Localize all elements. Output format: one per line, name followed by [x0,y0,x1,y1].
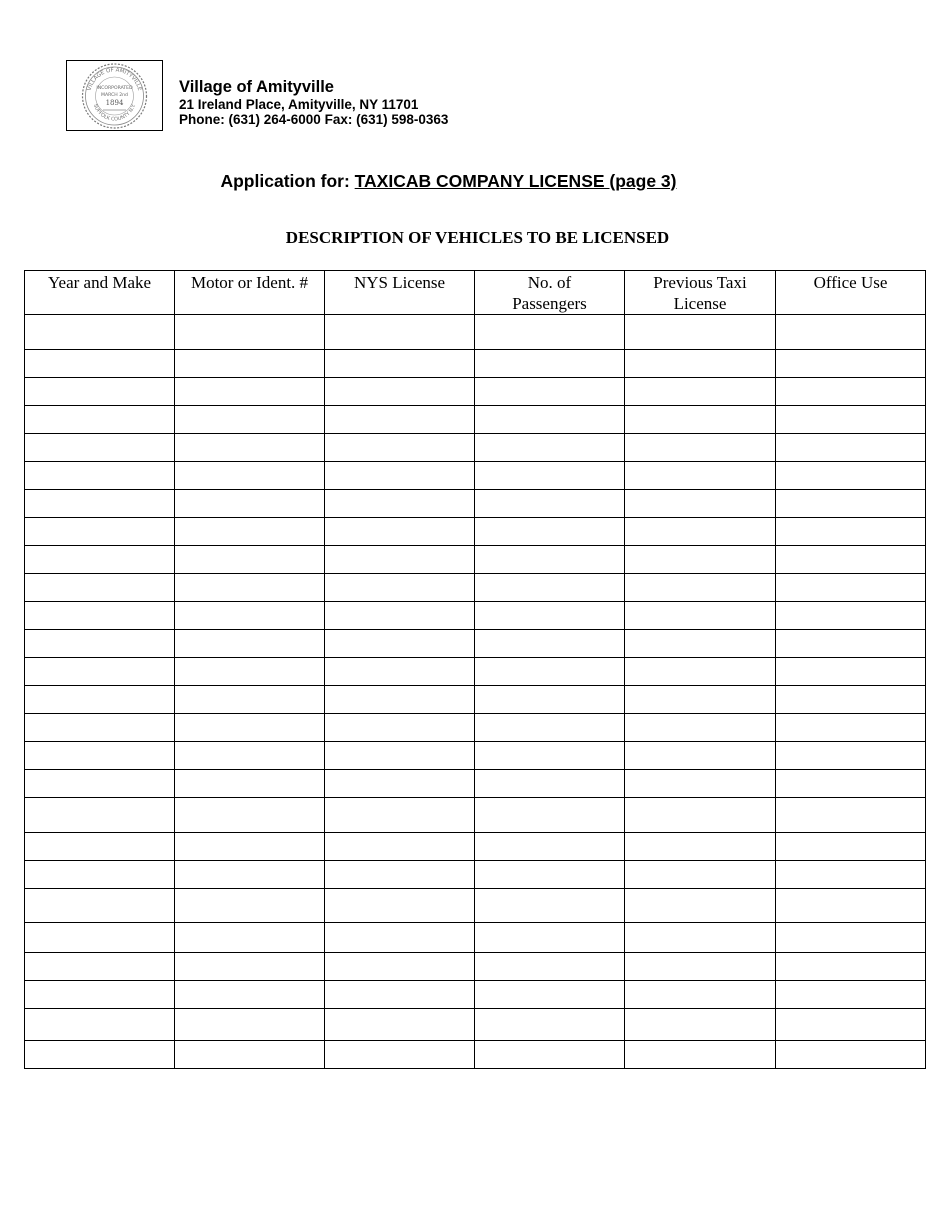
table-cell[interactable] [25,574,175,602]
col-header-motor-ident: Motor or Ident. # [175,271,325,315]
table-cell[interactable] [325,574,475,602]
table-cell[interactable] [776,406,926,434]
table-cell[interactable] [325,953,475,981]
col-header-nys-license: NYS License [325,271,475,315]
table-cell[interactable] [175,861,325,889]
village-seal-icon [67,61,162,130]
table-cell[interactable] [475,889,625,923]
table-cell[interactable] [175,953,325,981]
table-row [25,378,926,406]
table-cell[interactable] [175,686,325,714]
table-cell[interactable] [475,1041,625,1069]
seal-ring-text: VILLAGE OF AMITYVILLE [86,67,143,92]
table-cell[interactable] [325,923,475,953]
table-row [25,686,926,714]
table-cell[interactable] [325,833,475,861]
table-cell[interactable] [475,798,625,833]
table-cell[interactable] [25,923,175,953]
vehicle-rows [25,315,926,1069]
table-cell[interactable] [625,546,776,574]
table-cell[interactable] [175,378,325,406]
table-cell[interactable] [25,630,175,658]
table-cell[interactable] [175,770,325,798]
table-cell[interactable] [325,798,475,833]
table-row [25,1041,926,1069]
village-seal-frame [66,60,163,131]
letterhead [179,78,448,128]
table-cell[interactable] [25,889,175,923]
table-row [25,889,926,923]
table-cell[interactable] [776,658,926,686]
table-cell[interactable] [325,770,475,798]
table-cell[interactable] [25,462,175,490]
table-row [25,714,926,742]
table-cell[interactable] [175,490,325,518]
table-cell[interactable] [625,770,776,798]
seal-inner-year: 1894 [105,99,124,107]
table-row [25,658,926,686]
table-cell[interactable] [25,315,175,350]
table-cell[interactable] [625,686,776,714]
table-cell[interactable] [776,861,926,889]
table-cell[interactable] [25,434,175,462]
table-cell[interactable] [25,602,175,630]
table-cell[interactable] [776,378,926,406]
table-cell[interactable] [776,833,926,861]
table-cell[interactable] [475,981,625,1009]
table-row [25,462,926,490]
table-cell[interactable] [25,798,175,833]
table-cell[interactable] [776,546,926,574]
table-cell[interactable] [776,434,926,462]
table-cell[interactable] [175,518,325,546]
table-cell[interactable] [475,315,625,350]
table-row [25,490,926,518]
table-cell[interactable] [175,658,325,686]
table-row [25,574,926,602]
table-cell[interactable] [776,602,926,630]
table-cell[interactable] [625,350,776,378]
table-cell[interactable] [175,981,325,1009]
table-cell[interactable] [776,1009,926,1041]
table-cell[interactable] [325,602,475,630]
table-cell[interactable] [625,490,776,518]
table-row [25,742,926,770]
table-cell[interactable] [776,798,926,833]
table-cell[interactable] [776,574,926,602]
table-cell[interactable] [776,742,926,770]
table-row [25,953,926,981]
table-cell[interactable] [475,462,625,490]
table-cell[interactable] [475,546,625,574]
table-cell[interactable] [625,953,776,981]
table-cell[interactable] [325,518,475,546]
table-cell[interactable] [175,434,325,462]
table-cell[interactable] [25,406,175,434]
org-address: 21 Ireland Place, Amityville, NY 11701 [179,96,419,112]
table-cell[interactable] [25,833,175,861]
table-cell[interactable] [776,981,926,1009]
table-cell[interactable] [625,981,776,1009]
table-cell[interactable] [475,770,625,798]
table-cell[interactable] [25,981,175,1009]
table-cell[interactable] [776,686,926,714]
table-cell[interactable] [475,953,625,981]
table-cell[interactable] [325,981,475,1009]
table-cell[interactable] [475,1009,625,1041]
table-cell[interactable] [776,350,926,378]
table-cell[interactable] [175,462,325,490]
table-cell[interactable] [625,923,776,953]
table-cell[interactable] [25,714,175,742]
table-row [25,406,926,434]
table-cell[interactable] [25,742,175,770]
table-cell[interactable] [625,602,776,630]
table-cell[interactable] [175,714,325,742]
table-cell[interactable] [175,315,325,350]
table-cell[interactable] [475,434,625,462]
table-cell[interactable] [625,798,776,833]
table-cell[interactable] [325,315,475,350]
table-cell[interactable] [625,378,776,406]
table-cell[interactable] [776,315,926,350]
table-cell[interactable] [475,574,625,602]
table-cell[interactable] [776,953,926,981]
table-row [25,770,926,798]
table-cell[interactable] [325,686,475,714]
table-cell[interactable] [25,490,175,518]
table-cell[interactable] [625,406,776,434]
seal-inner-line2: MARCH 2nd [101,93,128,98]
application-prefix: Application for: [220,171,350,191]
table-cell[interactable] [475,602,625,630]
table-cell[interactable] [625,574,776,602]
org-name: Village of Amityville [179,78,334,96]
table-row [25,315,926,350]
table-cell[interactable] [175,833,325,861]
table-cell[interactable] [325,378,475,406]
table-cell[interactable] [325,889,475,923]
col-header-year-make: Year and Make [25,271,175,315]
table-cell[interactable] [475,518,625,546]
table-cell[interactable] [475,378,625,406]
table-row [25,1009,926,1041]
table-row [25,518,926,546]
table-cell[interactable] [475,490,625,518]
table-cell[interactable] [325,434,475,462]
table-cell[interactable] [25,546,175,574]
table-cell[interactable] [25,658,175,686]
table-cell[interactable] [625,315,776,350]
table-cell[interactable] [25,686,175,714]
table-cell[interactable] [475,714,625,742]
table-cell[interactable] [776,1041,926,1069]
table-cell[interactable] [175,742,325,770]
table-cell[interactable] [776,630,926,658]
table-cell[interactable] [475,861,625,889]
table-cell[interactable] [25,770,175,798]
col-header-office-use: Office Use [776,271,926,315]
table-cell[interactable] [776,770,926,798]
table-cell[interactable] [175,1041,325,1069]
table-cell[interactable] [325,861,475,889]
table-cell[interactable] [776,714,926,742]
table-cell[interactable] [175,1009,325,1041]
table-cell[interactable] [175,350,325,378]
table-cell[interactable] [475,923,625,953]
table-cell[interactable] [25,861,175,889]
table-row [25,981,926,1009]
table-cell[interactable] [475,686,625,714]
table-cell[interactable] [776,462,926,490]
table-row [25,350,926,378]
table-cell[interactable] [325,742,475,770]
table-cell[interactable] [175,574,325,602]
table-cell[interactable] [175,889,325,923]
table-cell[interactable] [325,630,475,658]
org-contact: Phone: (631) 264-6000 Fax: (631) 598-0363 [179,112,449,128]
table-cell[interactable] [625,861,776,889]
table-cell[interactable] [25,1041,175,1069]
table-cell[interactable] [25,1009,175,1041]
table-cell[interactable] [325,350,475,378]
table-cell[interactable] [625,1009,776,1041]
table-cell[interactable] [625,658,776,686]
table-row [25,434,926,462]
table-cell[interactable] [625,630,776,658]
table-cell[interactable] [325,714,475,742]
col-header-previous-taxi-license: Previous Taxi License [625,271,776,315]
table-cell[interactable] [175,406,325,434]
table-cell[interactable] [625,434,776,462]
table-cell[interactable] [475,350,625,378]
table-cell[interactable] [475,630,625,658]
table-cell[interactable] [776,518,926,546]
table-cell[interactable] [175,546,325,574]
table-cell[interactable] [325,658,475,686]
table-cell[interactable] [325,1009,475,1041]
table-cell[interactable] [175,798,325,833]
table-cell[interactable] [625,889,776,923]
table-cell[interactable] [325,406,475,434]
table-cell[interactable] [325,490,475,518]
table-cell[interactable] [475,406,625,434]
table-cell[interactable] [625,462,776,490]
vehicle-table [24,270,926,1069]
table-cell[interactable] [776,889,926,923]
table-row [25,798,926,833]
table-cell[interactable] [175,923,325,953]
seal-inner-line1: INCORPORATED [96,86,133,91]
table-cell[interactable] [625,1041,776,1069]
table-cell[interactable] [325,462,475,490]
table-cell[interactable] [475,658,625,686]
table-cell[interactable] [25,953,175,981]
seal-ring-text-bottom: SUFFOLK COUNTY N.Y. [91,103,138,123]
table-cell[interactable] [475,742,625,770]
table-cell[interactable] [25,350,175,378]
table-cell[interactable] [25,518,175,546]
table-cell[interactable] [175,602,325,630]
table-row [25,833,926,861]
table-header-row [25,271,926,315]
table-cell[interactable] [325,546,475,574]
application-title [0,171,897,192]
col-header-passengers: No. of Passengers [475,271,625,315]
table-cell[interactable] [325,1041,475,1069]
table-cell[interactable] [625,518,776,546]
application-license-type: TAXICAB COMPANY LICENSE (page 3) [354,171,677,191]
table-row [25,630,926,658]
table-cell[interactable] [625,833,776,861]
table-cell[interactable] [625,742,776,770]
table-row [25,602,926,630]
table-row [25,923,926,953]
table-cell[interactable] [776,923,926,953]
table-cell[interactable] [175,630,325,658]
table-cell[interactable] [25,378,175,406]
table-cell[interactable] [475,833,625,861]
table-row [25,861,926,889]
section-title: DESCRIPTION OF VEHICLES TO BE LICENSED [285,228,670,247]
table-cell[interactable] [625,714,776,742]
table-row [25,546,926,574]
table-cell[interactable] [776,490,926,518]
